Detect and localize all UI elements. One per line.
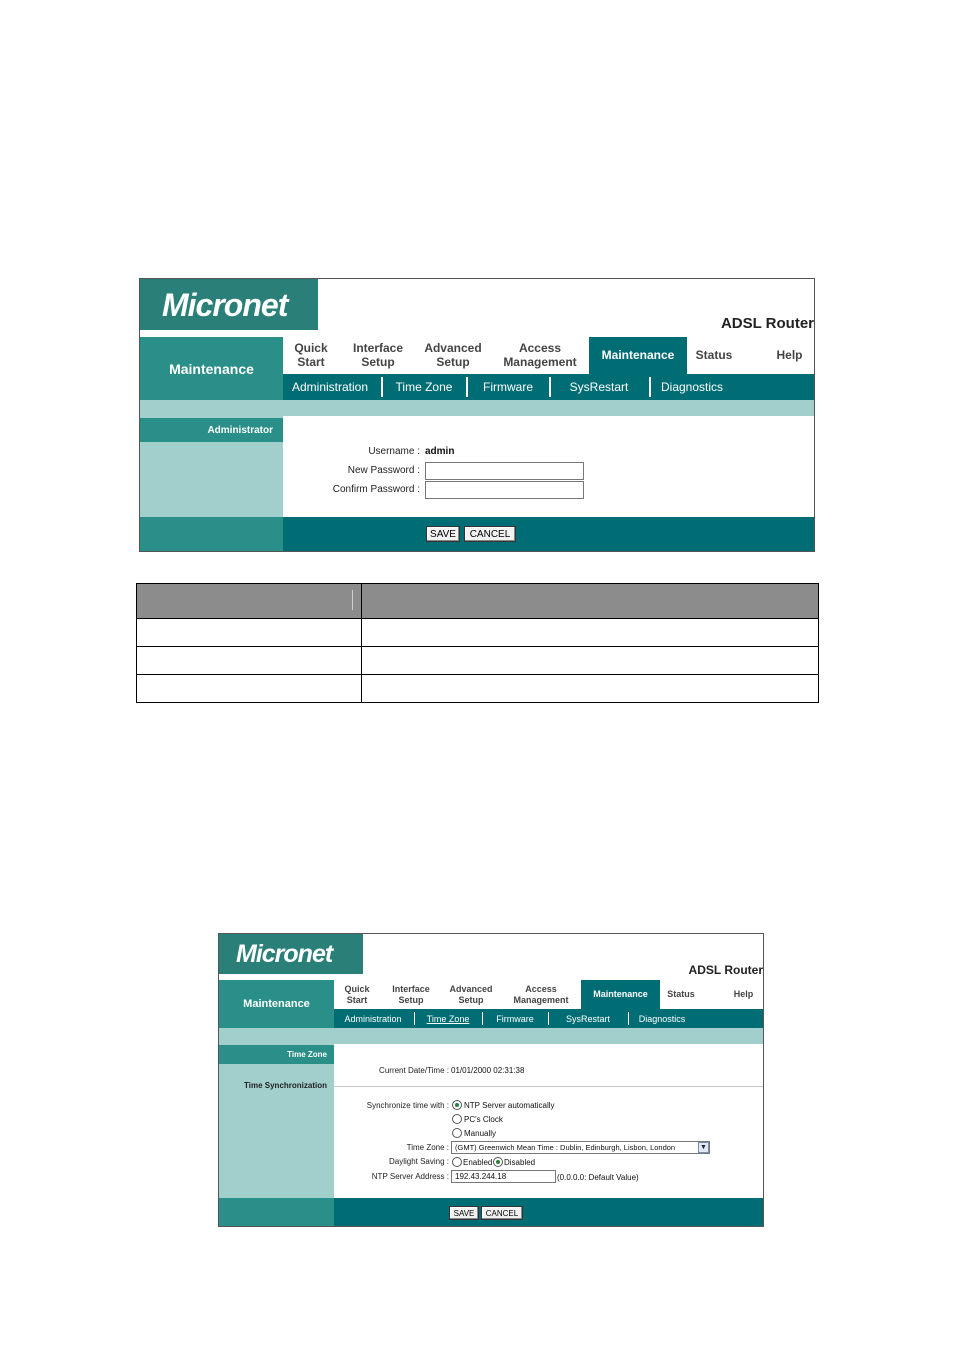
ntp-server-label: NTP Server Address : bbox=[371, 1172, 449, 1181]
subnav-firmware[interactable]: Firmware bbox=[496, 1013, 534, 1024]
table-row bbox=[137, 675, 819, 703]
subnav-firmware[interactable]: Firmware bbox=[483, 380, 533, 394]
current-datetime-value: 01/01/2000 02:31:38 bbox=[451, 1066, 525, 1075]
new-password-label: New Password : bbox=[347, 465, 420, 476]
subnav-administration[interactable]: Administration bbox=[291, 380, 369, 394]
footer-left bbox=[140, 517, 283, 552]
product-name: ADSL Router bbox=[688, 963, 763, 977]
nav-maintenance[interactable]: Maintenance bbox=[581, 980, 660, 1009]
nav-help[interactable]: Help bbox=[733, 989, 754, 1000]
radio-label-manually: Manually bbox=[464, 1129, 497, 1138]
new-password-input[interactable] bbox=[425, 462, 584, 480]
micronet-logo: Micronet bbox=[219, 934, 363, 974]
nav-status[interactable]: Status bbox=[667, 989, 695, 1000]
subnav-time-zone[interactable]: Time Zone bbox=[395, 380, 453, 394]
nav-quick-start[interactable]: Quick Start bbox=[344, 984, 370, 1005]
sub-nav bbox=[334, 1009, 764, 1028]
cancel-button[interactable]: CANCEL bbox=[481, 1206, 523, 1220]
radio-label-enabled: Enabled bbox=[463, 1158, 493, 1167]
subnav-diagnostics[interactable]: Diagnostics bbox=[638, 1013, 686, 1024]
current-datetime-label: Current Date/Time : bbox=[379, 1066, 449, 1075]
nav-interface-setup[interactable]: Interface Setup bbox=[392, 984, 430, 1005]
nav-access-management[interactable]: Access Management bbox=[513, 984, 569, 1005]
nav-interface-setup[interactable]: Interface Setup bbox=[352, 340, 404, 369]
footer-bar bbox=[334, 1198, 764, 1227]
micronet-logo: Micronet bbox=[140, 279, 318, 330]
subnav-separator bbox=[381, 377, 383, 397]
sub-nav bbox=[283, 374, 815, 400]
subnav-diagnostics[interactable]: Diagnostics bbox=[660, 380, 724, 394]
subnav-separator bbox=[649, 377, 651, 397]
nav-maintenance[interactable]: Maintenance bbox=[589, 337, 687, 374]
section-title: Maintenance bbox=[140, 337, 283, 400]
table-header-cell bbox=[362, 584, 819, 619]
table-row bbox=[137, 647, 819, 675]
table-header-row bbox=[137, 584, 819, 619]
section-divider bbox=[334, 1086, 764, 1087]
nav-advanced-setup[interactable]: Advanced Setup bbox=[424, 340, 482, 369]
subnav-separator bbox=[548, 1012, 549, 1025]
chevron-down-icon[interactable]: ▼ bbox=[698, 1142, 709, 1153]
nav-help[interactable]: Help bbox=[776, 347, 803, 362]
router-screenshot-admin bbox=[139, 278, 815, 552]
subnav-time-zone[interactable]: Time Zone bbox=[426, 1013, 470, 1024]
footer-left bbox=[219, 1198, 334, 1227]
table-header-cell bbox=[137, 584, 362, 619]
daylight-saving-label: Daylight Saving : bbox=[388, 1157, 449, 1166]
timezone-select[interactable]: (GMT) Greenwich Mean Time : Dublin, Edinburgh, Lisbon, London bbox=[451, 1141, 710, 1154]
username-value: admin bbox=[425, 446, 455, 457]
section-title: Maintenance bbox=[219, 980, 334, 1028]
subnav-sysrestart[interactable]: SysRestart bbox=[565, 1013, 610, 1024]
footer-bar bbox=[283, 517, 815, 552]
subnav-administration[interactable]: Administration bbox=[344, 1013, 402, 1024]
radio-ntp-server[interactable] bbox=[452, 1100, 462, 1110]
sync-label: Synchronize time with : bbox=[366, 1101, 449, 1110]
product-name: ADSL Router bbox=[720, 315, 814, 332]
nav-advanced-setup[interactable]: Advanced Setup bbox=[449, 984, 493, 1005]
confirm-password-label: Confirm Password : bbox=[332, 484, 420, 495]
table-row bbox=[137, 619, 819, 647]
radio-daylight-enabled[interactable] bbox=[452, 1157, 462, 1167]
subnav-separator bbox=[549, 377, 551, 397]
timezone-label: Time Zone : bbox=[406, 1143, 449, 1152]
nav-quick-start[interactable]: Quick Start bbox=[294, 340, 328, 369]
nav-access-management[interactable]: Access Management bbox=[503, 340, 577, 369]
confirm-password-input[interactable] bbox=[425, 481, 584, 499]
sidebar-header-time-zone: Time Zone bbox=[219, 1045, 334, 1064]
header-band bbox=[140, 400, 815, 416]
cancel-button[interactable]: CANCEL bbox=[464, 526, 516, 542]
table-header-divider bbox=[352, 590, 353, 610]
main-nav bbox=[334, 980, 764, 1009]
subnav-separator bbox=[414, 1012, 415, 1025]
save-button[interactable]: SAVE bbox=[426, 526, 460, 542]
sidebar-header-administrator: Administrator bbox=[140, 418, 283, 442]
subnav-sysrestart[interactable]: SysRestart bbox=[569, 380, 629, 394]
radio-label-ntp-server: NTP Server automatically bbox=[464, 1101, 555, 1110]
subnav-separator bbox=[482, 1012, 483, 1025]
radio-label-disabled: Disabled bbox=[504, 1158, 536, 1167]
subnav-separator bbox=[628, 1012, 629, 1025]
header-band bbox=[219, 1028, 764, 1044]
subnav-separator bbox=[466, 377, 468, 397]
ntp-server-input[interactable]: 192.43.244.18 bbox=[451, 1170, 556, 1183]
parameter-table bbox=[136, 583, 819, 703]
radio-manually[interactable] bbox=[452, 1128, 462, 1138]
main-nav bbox=[283, 337, 815, 374]
router-screenshot-timezone bbox=[218, 933, 764, 1227]
save-button[interactable]: SAVE bbox=[449, 1206, 479, 1220]
ntp-server-hint: (0.0.0.0: Default Value) bbox=[557, 1173, 639, 1182]
radio-daylight-disabled[interactable] bbox=[493, 1157, 503, 1167]
radio-label-pc-clock: PC's Clock bbox=[464, 1115, 503, 1124]
username-label: Username : bbox=[368, 446, 420, 457]
nav-status[interactable]: Status bbox=[695, 347, 733, 362]
radio-pc-clock[interactable] bbox=[452, 1114, 462, 1124]
sidebar-label-time-synchronization: Time Synchronization bbox=[244, 1081, 327, 1090]
